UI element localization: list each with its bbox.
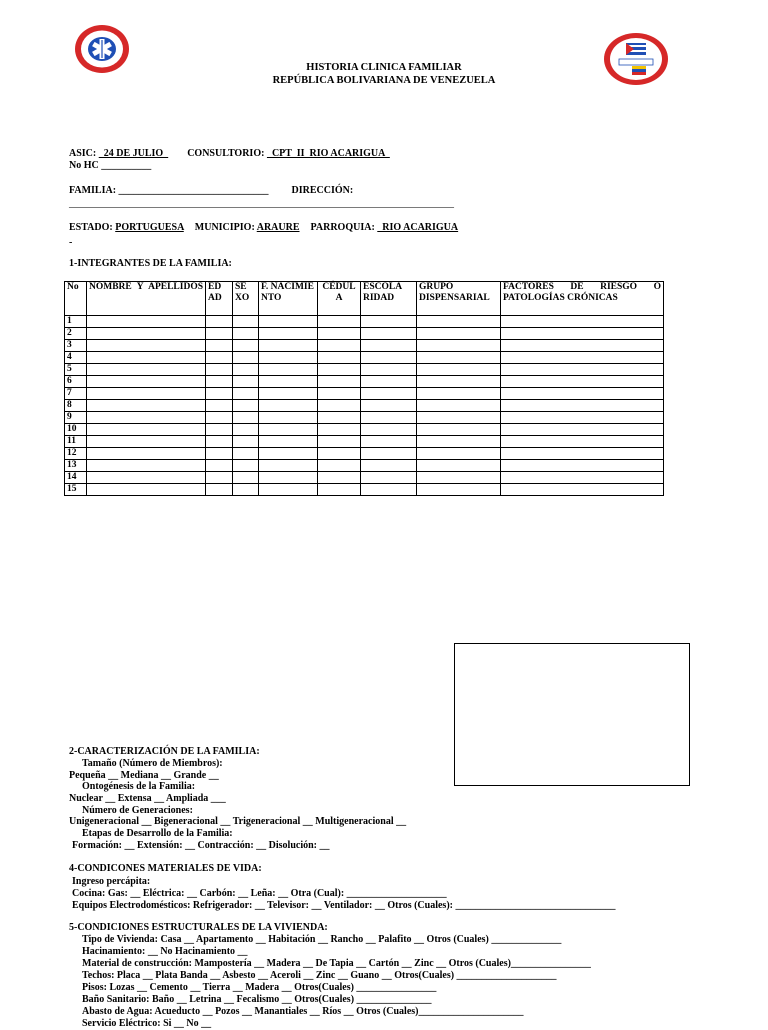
direccion-label: DIRECCIÓN: xyxy=(291,185,354,196)
cell-edad[interactable] xyxy=(206,364,233,376)
cell-cedula[interactable] xyxy=(318,400,361,412)
cell-factores[interactable] xyxy=(501,484,664,496)
table-row xyxy=(65,316,664,328)
table-row xyxy=(65,424,664,436)
cell-nacimiento[interactable] xyxy=(259,364,318,376)
cell-nombre[interactable] xyxy=(87,316,206,328)
cocina-options[interactable]: Cocina: Gas: __ Eléctrica: __ Carbón: __ Leña: __ Otra (Cual): ____________________ xyxy=(72,888,447,899)
cell-escolaridad[interactable] xyxy=(361,340,417,352)
cell-factores[interactable] xyxy=(501,352,664,364)
cell-factores[interactable] xyxy=(501,436,664,448)
cell-factores[interactable] xyxy=(501,316,664,328)
cell-no: 8 xyxy=(65,400,87,412)
agua-options[interactable]: Abasto de Agua: Acueducto __ Pozos __ Manantiales __ Ríos __ Otros (Cuales)_____________________ xyxy=(82,1006,524,1017)
family-members-table xyxy=(64,281,664,496)
col-header-nacimiento: F. NACIMIE NTO xyxy=(259,282,318,316)
cell-sexo[interactable] xyxy=(233,460,259,472)
col-header-grupo: GRUPO DISPENSARIAL xyxy=(417,282,501,316)
col-header-factores: FACTORES DE RIESGO O PATOLOGÍAS CRÓNICAS xyxy=(501,282,664,316)
cell-factores[interactable] xyxy=(501,328,664,340)
cell-edad[interactable] xyxy=(206,460,233,472)
tamano-options[interactable]: Pequeña __ Mediana __ Grande __ xyxy=(69,770,219,781)
nohc-label: No HC xyxy=(69,160,99,171)
techos-options[interactable]: Techos: Placa __ Plata Banda __ Asbesto __ Aceroli __ Zinc __ Guano __ Otros(Cuales) ____________________ xyxy=(82,970,557,981)
nohc-row xyxy=(69,160,151,171)
familia-field[interactable]: ______________________________ xyxy=(118,185,269,196)
cell-no: 1 xyxy=(65,316,87,328)
cell-cedula[interactable] xyxy=(318,316,361,328)
col-header-no: No xyxy=(65,282,87,316)
generaciones-label: Número de Generaciones: xyxy=(82,805,193,816)
section5-title: 5-CONDICIONES ESTRUCTURALES DE LA VIVIENDA: xyxy=(69,922,328,933)
cell-nacimiento[interactable] xyxy=(259,316,318,328)
table-row xyxy=(65,376,664,388)
cell-nacimiento[interactable] xyxy=(259,328,318,340)
cell-factores[interactable] xyxy=(501,448,664,460)
cell-nombre[interactable] xyxy=(87,448,206,460)
cell-no: 15 xyxy=(65,484,87,496)
cell-nombre[interactable] xyxy=(87,376,206,388)
tipo-vivienda-options[interactable]: Tipo de Vivienda: Casa __ Apartamento __ Habitación __ Rancho __ Palafito __ Otros (Cuales) ______________ xyxy=(82,934,562,945)
cell-edad[interactable] xyxy=(206,376,233,388)
parroquia-value[interactable]: RIO ACARIGUA xyxy=(377,222,459,233)
cell-sexo[interactable] xyxy=(233,472,259,484)
cell-grupo[interactable] xyxy=(417,352,501,364)
familia-row xyxy=(69,185,353,196)
cell-nacimiento[interactable] xyxy=(259,400,318,412)
cell-cedula[interactable] xyxy=(318,412,361,424)
cell-escolaridad[interactable] xyxy=(361,400,417,412)
cell-edad[interactable] xyxy=(206,340,233,352)
cell-edad[interactable] xyxy=(206,436,233,448)
cell-nombre[interactable] xyxy=(87,424,206,436)
cell-sexo[interactable] xyxy=(233,412,259,424)
cell-no: 7 xyxy=(65,388,87,400)
cell-grupo[interactable] xyxy=(417,364,501,376)
cell-factores[interactable] xyxy=(501,424,664,436)
cell-grupo[interactable] xyxy=(417,316,501,328)
estado-label: ESTADO: xyxy=(69,222,113,233)
cell-cedula[interactable] xyxy=(318,448,361,460)
cell-nacimiento[interactable] xyxy=(259,352,318,364)
table-row xyxy=(65,460,664,472)
cell-edad[interactable] xyxy=(206,484,233,496)
cell-sexo[interactable] xyxy=(233,352,259,364)
cell-nacimiento[interactable] xyxy=(259,412,318,424)
cell-nombre[interactable] xyxy=(87,364,206,376)
section4-title: 4-CONDICONES MATERIALES DE VIDA: xyxy=(69,863,262,874)
familia-label: FAMILIA: xyxy=(69,185,117,196)
cell-cedula[interactable] xyxy=(318,436,361,448)
cell-sexo[interactable] xyxy=(233,316,259,328)
cell-escolaridad[interactable] xyxy=(361,412,417,424)
cell-grupo[interactable] xyxy=(417,388,501,400)
tamano-label: Tamaño (Número de Miembros): xyxy=(82,758,223,769)
cell-nacimiento[interactable] xyxy=(259,340,318,352)
table-row xyxy=(65,364,664,376)
document-title: HISTORIA CLINICA FAMILIAR xyxy=(306,62,462,73)
cell-escolaridad[interactable] xyxy=(361,352,417,364)
cell-no: 3 xyxy=(65,340,87,352)
cell-sexo[interactable] xyxy=(233,388,259,400)
cell-sexo[interactable] xyxy=(233,436,259,448)
consultorio-label: CONSULTORIO: xyxy=(187,148,265,159)
ontogenesis-options[interactable]: Nuclear __ Extensa __ Ampliada ___ xyxy=(69,793,226,804)
cell-grupo[interactable] xyxy=(417,436,501,448)
table-row xyxy=(65,328,664,340)
cell-cedula[interactable] xyxy=(318,364,361,376)
cell-nacimiento[interactable] xyxy=(259,376,318,388)
etapas-options[interactable]: Formación: __ Extensión: __ Contracción: __ Disolución: __ xyxy=(72,840,330,851)
cell-escolaridad[interactable] xyxy=(361,388,417,400)
cell-sexo[interactable] xyxy=(233,364,259,376)
cell-escolaridad[interactable] xyxy=(361,424,417,436)
municipio-label: MUNICIPIO: xyxy=(194,222,255,233)
table-row xyxy=(65,412,664,424)
electrodomesticos-options[interactable]: Equipos Electrodomésticos: Refrigerador: __ Televisor: __ Ventilador: __ Otros (Cuales): ________________________________ xyxy=(72,900,616,911)
table-row xyxy=(65,472,664,484)
cell-grupo[interactable] xyxy=(417,376,501,388)
cell-no: 9 xyxy=(65,412,87,424)
cell-cedula[interactable] xyxy=(318,388,361,400)
cell-nacimiento[interactable] xyxy=(259,436,318,448)
generaciones-options[interactable]: Unigeneracional __ Bigeneracional __ Trigeneracional __ Multigeneracional __ xyxy=(69,816,407,827)
cell-grupo[interactable] xyxy=(417,400,501,412)
estado-value[interactable]: PORTUGUESA xyxy=(115,222,184,233)
cell-grupo[interactable] xyxy=(417,424,501,436)
cell-cedula[interactable] xyxy=(318,484,361,496)
cell-sexo[interactable] xyxy=(233,448,259,460)
ingreso-label[interactable]: Ingreso percápita: xyxy=(72,876,151,887)
cell-factores[interactable] xyxy=(501,460,664,472)
document-subtitle: REPÚBLICA BOLIVARIANA DE VENEZUELA xyxy=(272,75,496,86)
cell-escolaridad[interactable] xyxy=(361,364,417,376)
cell-nacimiento[interactable] xyxy=(259,448,318,460)
cell-sexo[interactable] xyxy=(233,424,259,436)
cell-nombre[interactable] xyxy=(87,484,206,496)
electrico-options[interactable]: Servicio Eléctrico: Si __ No __ xyxy=(82,1018,212,1029)
genogram-box[interactable] xyxy=(454,643,690,786)
cell-nombre[interactable] xyxy=(87,472,206,484)
cell-no: 5 xyxy=(65,364,87,376)
cell-grupo[interactable] xyxy=(417,460,501,472)
cell-no: 13 xyxy=(65,460,87,472)
cell-edad[interactable] xyxy=(206,388,233,400)
cell-grupo[interactable] xyxy=(417,412,501,424)
cell-edad[interactable] xyxy=(206,400,233,412)
cell-no: 11 xyxy=(65,436,87,448)
cell-nacimiento[interactable] xyxy=(259,388,318,400)
asic-row xyxy=(69,148,390,159)
table-row xyxy=(65,484,664,496)
cell-sexo[interactable] xyxy=(233,400,259,412)
cell-sexo[interactable] xyxy=(233,376,259,388)
cell-factores[interactable] xyxy=(501,472,664,484)
cell-cedula[interactable] xyxy=(318,352,361,364)
cell-edad[interactable] xyxy=(206,352,233,364)
table-row xyxy=(65,388,664,400)
cell-factores[interactable] xyxy=(501,364,664,376)
cell-grupo[interactable] xyxy=(417,340,501,352)
direccion-field[interactable]: _____________________________________________________________________________ xyxy=(69,198,454,209)
hacinamiento-options[interactable]: Hacinamiento: __ No Hacinamiento __ xyxy=(82,946,248,957)
table-row xyxy=(65,400,664,412)
cell-escolaridad[interactable] xyxy=(361,376,417,388)
cell-nombre[interactable] xyxy=(87,412,206,424)
cell-grupo[interactable] xyxy=(417,484,501,496)
table-row xyxy=(65,448,664,460)
cell-edad[interactable] xyxy=(206,472,233,484)
etapas-label: Etapas de Desarrollo de la Familia: xyxy=(82,828,233,839)
col-header-edad: ED AD xyxy=(206,282,233,316)
cell-grupo[interactable] xyxy=(417,472,501,484)
cell-nacimiento[interactable] xyxy=(259,424,318,436)
cell-cedula[interactable] xyxy=(318,376,361,388)
table-header-row xyxy=(65,282,664,316)
cell-factores[interactable] xyxy=(501,388,664,400)
cell-factores[interactable] xyxy=(501,340,664,352)
section2-title: 2-CARACTERIZACIÓN DE LA FAMILIA: xyxy=(69,746,260,757)
cell-escolaridad[interactable] xyxy=(361,472,417,484)
col-header-sexo: SE XO xyxy=(233,282,259,316)
cell-no: 14 xyxy=(65,472,87,484)
cell-escolaridad[interactable] xyxy=(361,436,417,448)
cell-escolaridad[interactable] xyxy=(361,316,417,328)
cell-factores[interactable] xyxy=(501,376,664,388)
cell-no: 6 xyxy=(65,376,87,388)
cell-nacimiento[interactable] xyxy=(259,484,318,496)
cell-cedula[interactable] xyxy=(318,424,361,436)
cell-edad[interactable] xyxy=(206,448,233,460)
cell-cedula[interactable] xyxy=(318,328,361,340)
nohc-field[interactable]: __________ xyxy=(101,160,152,171)
cell-cedula[interactable] xyxy=(318,460,361,472)
col-header-nombre: NOMBRE Y APELLIDOS xyxy=(87,282,206,316)
section1-title: 1-INTEGRANTES DE LA FAMILIA: xyxy=(69,258,232,269)
cell-nombre[interactable] xyxy=(87,388,206,400)
location-row xyxy=(69,222,458,233)
table-row xyxy=(65,340,664,352)
col-header-escolaridad: ESCOLA RIDAD xyxy=(361,282,417,316)
cell-edad[interactable] xyxy=(206,424,233,436)
cell-nombre[interactable] xyxy=(87,460,206,472)
cell-nombre[interactable] xyxy=(87,340,206,352)
ontogenesis-label: Ontogénesis de la Familia: xyxy=(82,781,196,792)
cell-nacimiento[interactable] xyxy=(259,460,318,472)
consultorio-value[interactable]: CPT II RIO ACARIGUA xyxy=(266,148,390,159)
cell-no: 12 xyxy=(65,448,87,460)
cell-escolaridad[interactable] xyxy=(361,460,417,472)
cell-escolaridad[interactable] xyxy=(361,484,417,496)
cell-sexo[interactable] xyxy=(233,340,259,352)
cell-nombre[interactable] xyxy=(87,352,206,364)
cell-no: 2 xyxy=(65,328,87,340)
cell-edad[interactable] xyxy=(206,316,233,328)
table-row xyxy=(65,352,664,364)
cell-no: 10 xyxy=(65,424,87,436)
cell-grupo[interactable] xyxy=(417,328,501,340)
cell-sexo[interactable] xyxy=(233,484,259,496)
cell-grupo[interactable] xyxy=(417,448,501,460)
cell-factores[interactable] xyxy=(501,412,664,424)
cell-edad[interactable] xyxy=(206,328,233,340)
cell-escolaridad[interactable] xyxy=(361,448,417,460)
cell-escolaridad[interactable] xyxy=(361,328,417,340)
cell-cedula[interactable] xyxy=(318,472,361,484)
dash-mark: - xyxy=(69,237,73,248)
asic-label: ASIC: xyxy=(69,148,97,159)
table-row xyxy=(65,436,664,448)
cell-nombre[interactable] xyxy=(87,328,206,340)
cell-edad[interactable] xyxy=(206,412,233,424)
material-options[interactable]: Material de construcción: Mampostería __ Madera __ De Tapia __ Cartón __ Zinc __ Otros (Cuales)________________ xyxy=(82,958,591,969)
cell-nombre[interactable] xyxy=(87,436,206,448)
cell-no: 4 xyxy=(65,352,87,364)
cell-sexo[interactable] xyxy=(233,328,259,340)
cell-nombre[interactable] xyxy=(87,400,206,412)
pisos-options[interactable]: Pisos: Lozas __ Cemento __ Tierra __ Madera __ Otros(Cuales) ________________ xyxy=(82,982,437,993)
col-header-cedula: CÉDUL A xyxy=(318,282,361,316)
parroquia-label: PARROQUIA: xyxy=(310,222,375,233)
cell-cedula[interactable] xyxy=(318,340,361,352)
cell-nacimiento[interactable] xyxy=(259,472,318,484)
municipio-value[interactable]: ARAURE xyxy=(256,222,300,233)
bano-options[interactable]: Baño Sanitario: Baño __ Letrina __ Fecalismo __ Otros(Cuales) _______________ xyxy=(82,994,432,1005)
cell-factores[interactable] xyxy=(501,400,664,412)
asic-value[interactable]: 24 DE JULIO xyxy=(98,148,169,159)
